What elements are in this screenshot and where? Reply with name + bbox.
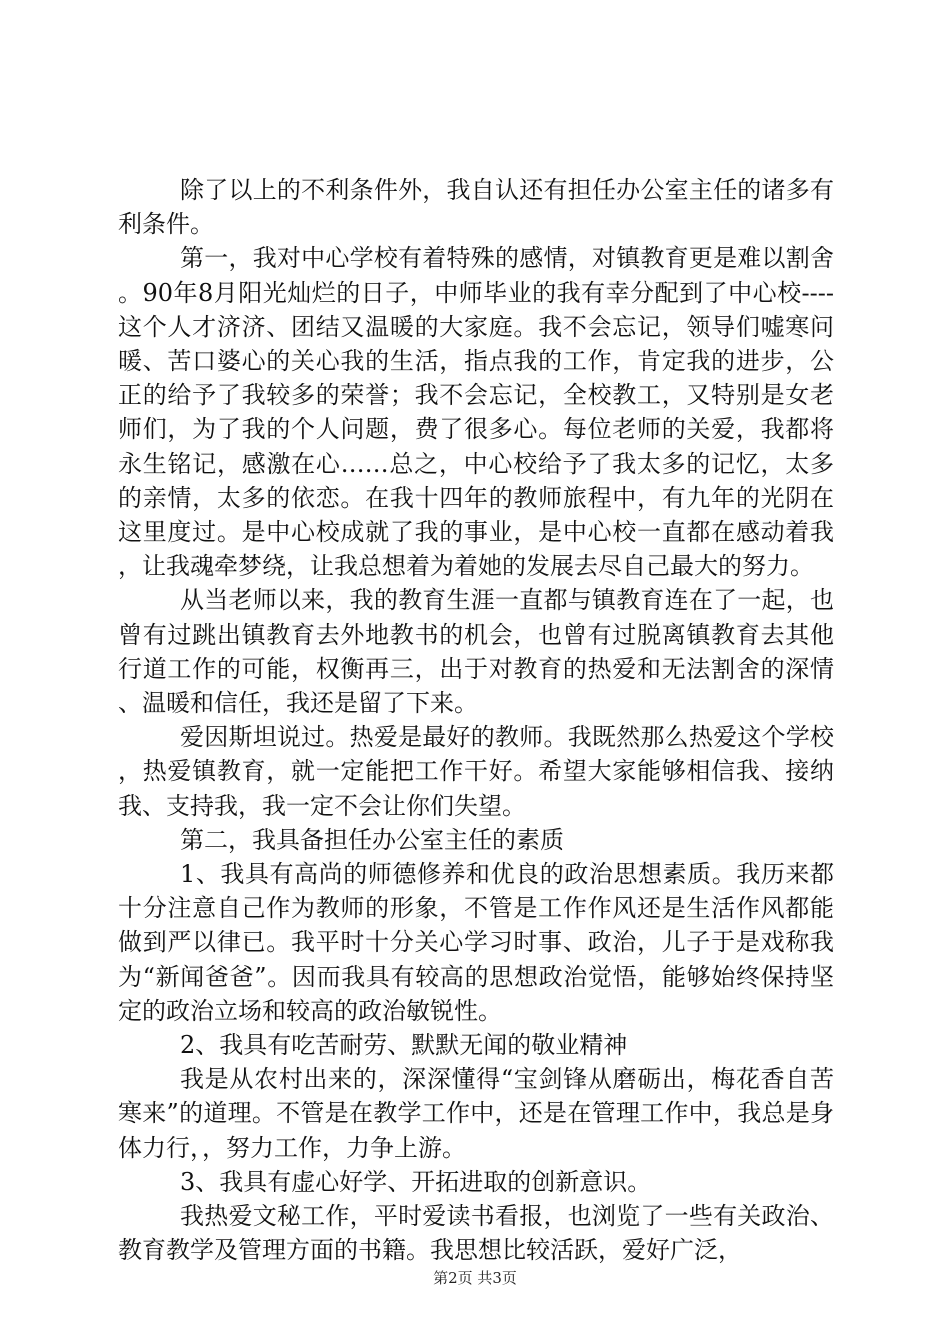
section-heading: 第二，我具备担任办公室主任的素质 [180, 825, 564, 854]
paragraph: 第一，我对中心学校有着特殊的感情，对镇教育更是难以割舍。90年8月阳光灿烂的日子，中师毕业的我有幸分配到了中心校----这个人才济济、团结又温暖的大家庭。我不会忘记，领导们嘘寒问暖、苦口婆心的关心我的生活，指点我的工作，肯定我的进步，公正的给予了我较多的荣誉；我不会忘记，全校教工，又特别是女老师们，为了我的个人问题，费了很多心。每位老师的关爱，我都将永生铭记，感激在心……总之，中心校给予了我太多的记忆，太多的亲情，太多的依恋。在我十四年的教师旅程中，有九年的光阴在这里度过。是中心校成就了我的事业，是中心校一直都在感动着我，让我魂牵梦绕，让我总想着为着她的发展去尽自己最大的努力。 [118, 244, 834, 581]
paragraph: 爱因斯坦说过。热爱是最好的教师。我既然那么热爱这个学校，热爱镇教育，就一定能把工作干好。希望大家能够相信我、接纳我、支持我，我一定不会让你们失望。 [118, 723, 834, 820]
section-heading: 2、我具有吃苦耐劳、默默无闻的敬业精神 [180, 1031, 628, 1060]
paragraph: 我是从农村出来的，深深懂得“宝剑锋从磨砺出，梅花香自苦寒来”的道理。不管是在教学工作中，还是在管理工作中，我总是身体力行，，努力工作，力争上游。 [118, 1065, 834, 1162]
paragraph: 从当老师以来，我的教育生涯一直都与镇教育连在了一起，也曾有过跳出镇教育去外地教书的机会，也曾有过脱离镇教育去其他行道工作的可能，权衡再三，出于对教育的热爱和无法割舍的深情、温暖和信任，我还是留了下来。 [118, 586, 834, 718]
paragraph: 我热爱文秘工作，平时爱读书看报，也浏览了一些有关政治、教育教学及管理方面的书籍。我思想比较活跃，爱好广泛， [118, 1202, 834, 1265]
page-number-footer: 第2页 共3页 [433, 1269, 517, 1287]
section-heading: 3、我具有虚心好学、开拓进取的创新意识。 [180, 1167, 652, 1196]
paragraph: 除了以上的不利条件外，我自认还有担任办公室主任的诸多有利条件。 [118, 176, 834, 239]
paragraph: 1、我具有高尚的师德修养和优良的政治思想素质。我历来都十分注意自己作为教师的形象，不管是工作作风还是生活作风都能做到严以律已。我平时十分关心学习时事、政治，儿子于是戏称我为“新闻爸爸”。因而我具有较高的思想政治觉悟，能够始终保持坚定的政治立场和较高的政治敏锐性。 [118, 860, 834, 1025]
document-body [118, 173, 834, 1268]
